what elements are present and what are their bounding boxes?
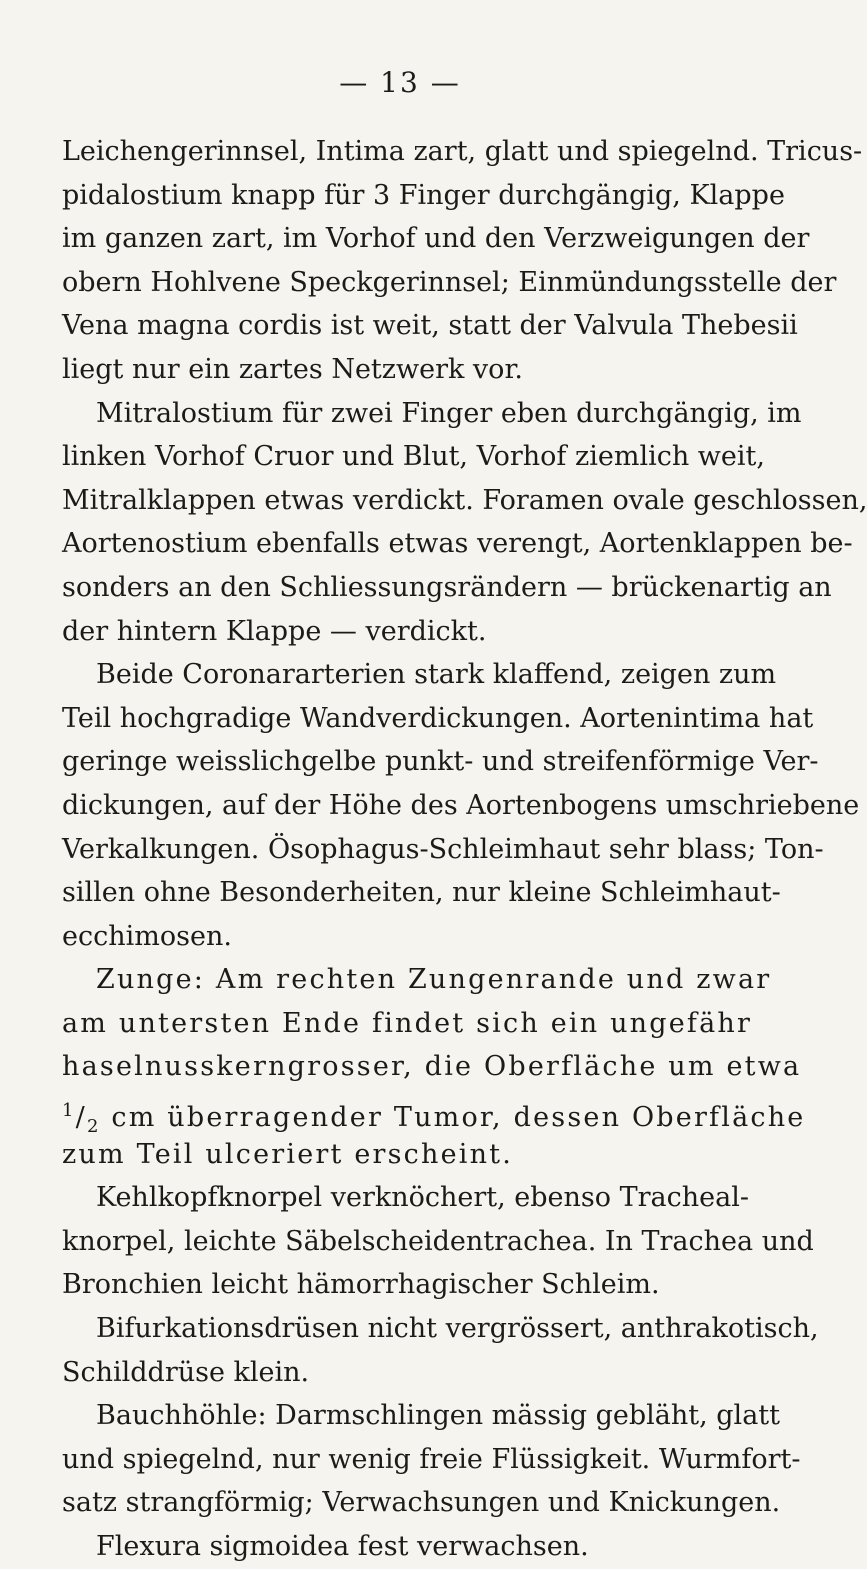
text-line: sillen ohne Besonderheiten, nur kleine Schleimhaut-: [62, 877, 781, 909]
text-line: knorpel, leichte Säbelscheidentrachea. In Trachea und: [62, 1225, 814, 1257]
text-line: Schilddrüse klein.: [62, 1356, 310, 1388]
text-line: und spiegelnd, nur wenig freie Flüssigkeit. Wurmfort-: [62, 1443, 801, 1475]
text-line: liegt nur ein zartes Netzwerk vor.: [62, 353, 523, 385]
text-line: Bifurkationsdrüsen nicht vergrössert, anthrakotisch,: [96, 1313, 819, 1345]
text-line: zum Teil ulceriert erscheint.: [62, 1138, 514, 1170]
fraction-line-text: cm überragender Tumor, dessen Oberfläche: [100, 1102, 806, 1134]
text-line: Zunge: Am rechten Zungenrande und zwar: [96, 964, 772, 996]
text-line: obern Hohlvene Speckgerinnsel; Einmündungsstelle der: [62, 266, 837, 298]
text-line-fraction: $^1/_2$ cm überragender Tumor, dessen Oberfläche: [62, 1100, 806, 1138]
fraction-denominator: 2: [86, 1116, 101, 1138]
text-line: Beide Coronararterien stark klaffend, zeigen zum: [96, 659, 777, 691]
text-line: pidalostium knapp für 3 Finger durchgängig, Klappe: [62, 179, 785, 211]
text-line: Mitralostium für zwei Finger eben durchgängig, im: [96, 397, 802, 429]
text-line: Bauchhöhle: Darmschlingen mässig gebläht, glatt: [96, 1400, 780, 1432]
text-line: Leichengerinnsel, Intima zart, glatt und spiegelnd. Tricus-: [62, 136, 863, 167]
body-text: [62, 130, 867, 1569]
text-line: der hintern Klappe — verdickt.: [62, 615, 487, 647]
text-line: sonders an den Schliessungsrändern — brückenartig an: [62, 571, 832, 603]
text-line: satz strangförmig; Verwachsungen und Knickungen.: [62, 1487, 781, 1519]
text-line: am untersten Ende findet sich ein ungefähr: [62, 1007, 753, 1039]
text-line: Teil hochgradige Wandverdickungen. Aortenintima hat: [62, 702, 814, 734]
text-line: Aortenostium ebenfalls etwas verengt, Aortenklappen be-: [62, 528, 853, 560]
text-line: Flexura sigmoidea fest verwachsen.: [96, 1531, 589, 1562]
text-line: ecchimosen.: [62, 920, 232, 952]
text-line: im ganzen zart, im Vorhof und den Verzweigungen der: [62, 223, 810, 255]
text-line: geringe weisslichgelbe punkt- und streifenförmige Ver-: [62, 746, 819, 778]
text-line: Bronchien leicht hämorrhagischer Schleim.: [62, 1269, 660, 1301]
text-line: Verkalkungen. Ösophagus-Schleimhaut sehr blass; Ton-: [62, 833, 824, 865]
text-line: Kehlkopfknorpel verknöchert, ebenso Tracheal-: [96, 1182, 749, 1214]
text-line: linken Vorhof Cruor und Blut, Vorhof ziemlich weit,: [62, 441, 765, 473]
text-line: dickungen, auf der Höhe des Aortenbogens umschriebene: [62, 789, 860, 821]
text-line: Mitralklappen etwas verdickt. Foramen ovale geschlossen,: [62, 484, 867, 516]
text-line: haselnusskerngrosser, die Oberfläche um etwa: [62, 1051, 802, 1083]
text-line: Vena magna cordis ist weit, statt der Valvula Thebesii: [62, 310, 798, 342]
page-number: — 13 —: [339, 66, 461, 99]
fraction-numerator: 1: [62, 1100, 76, 1122]
